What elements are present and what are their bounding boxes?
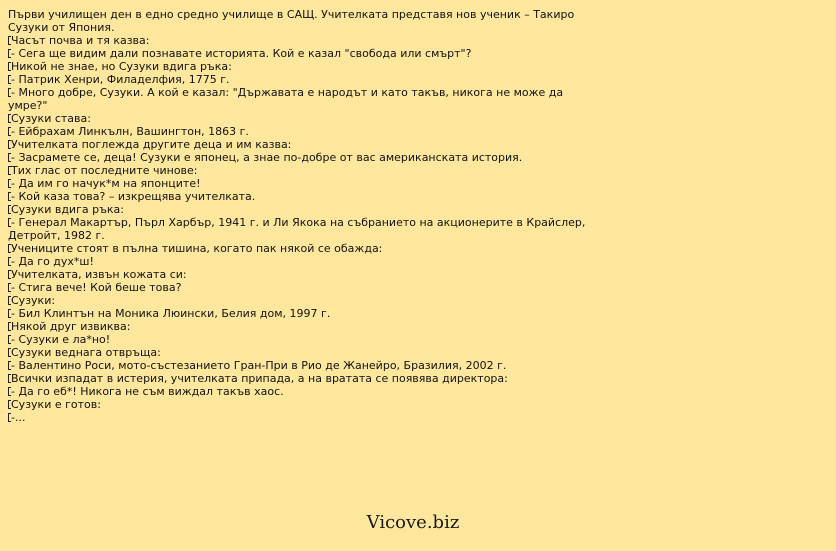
joke-line-text: Часът почва и тя казва:	[11, 34, 150, 47]
joke-line	[8, 359, 588, 372]
joke-line-text: Тих глас от последните чинове:	[11, 164, 198, 177]
joke-line	[8, 151, 588, 164]
joke-line-text: Сузуки става:	[11, 112, 91, 125]
joke-line-text: - Стига вече! Кой беше това?	[11, 281, 182, 294]
joke-line-text: Всички изпадат в истерия, учителката припада, а на вратата се появява директора:	[11, 372, 508, 385]
joke-text	[8, 8, 588, 424]
joke-line-text: -...	[11, 411, 26, 424]
site-watermark: Vicove.biz	[366, 512, 460, 533]
joke-line	[8, 385, 588, 398]
joke-line	[8, 372, 588, 385]
joke-line-text: - Бил Клинтън на Моника Люински, Белия дом, 1997 г.	[11, 307, 331, 320]
joke-line-text: Учителката поглежда другите деца и им казва:	[11, 138, 292, 151]
joke-line-text: Сузуки веднага отвръща:	[11, 346, 161, 359]
joke-line	[8, 398, 588, 411]
joke-line-text: Някой друг извиква:	[11, 320, 131, 333]
joke-line	[8, 346, 588, 359]
joke-line	[8, 320, 588, 333]
joke-line-text: - Да им го начук*м на японците!	[11, 177, 201, 190]
joke-line	[8, 190, 588, 203]
joke-line	[8, 112, 588, 125]
joke-line	[8, 34, 588, 47]
joke-line	[8, 8, 588, 34]
joke-line-text: Сузуки:	[11, 294, 56, 307]
joke-line	[8, 86, 588, 112]
joke-line	[8, 138, 588, 151]
joke-line-text: - Много добре, Сузуки. А кой е казал: "Държавата е народът и като такъв, никога не може да умре?"	[8, 86, 564, 112]
joke-line-text: - Да го еб*! Никога не съм виждал такъв хаос.	[11, 385, 284, 398]
joke-line	[8, 203, 588, 216]
joke-line	[8, 73, 588, 86]
joke-line	[8, 47, 588, 60]
joke-line	[8, 177, 588, 190]
joke-line-text: - Ейбрахам Линкълн, Вашингтон, 1863 г.	[11, 125, 249, 138]
joke-line	[8, 294, 588, 307]
joke-line-text: - Генерал Макартър, Пърл Харбър, 1941 г. и Ли Якока на събранието на акционерите в Крайслер, Детройт, 1982 г.	[8, 216, 586, 242]
joke-line	[8, 242, 588, 255]
joke-line-text: - Сега ще видим дали познавате историята. Кой е казал "свобода или смърт"?	[11, 47, 472, 60]
joke-line-text: Сузуки е готов:	[11, 398, 101, 411]
joke-line	[8, 216, 588, 242]
joke-line	[8, 60, 588, 73]
joke-line	[8, 307, 588, 320]
joke-line-text: Никой не знае, но Сузуки вдига ръка:	[11, 60, 232, 73]
joke-line-text: - Да го дух*ш!	[11, 255, 94, 268]
joke-line-text: Учениците стоят в пълна тишина, когато пак някой се обажда:	[11, 242, 383, 255]
joke-line	[8, 411, 588, 424]
joke-line	[8, 125, 588, 138]
joke-line	[8, 281, 588, 294]
joke-line-text: - Засрамете се, деца! Сузуки е японец, а знае по-добре от вас американската история.	[11, 151, 523, 164]
joke-line-text: Сузуки вдига ръка:	[11, 203, 124, 216]
joke-line	[8, 164, 588, 177]
joke-line-text: Първи училищен ден в едно средно училище в САЩ. Учителката представя нов ученик – Такиро Сузуки от Япония.	[8, 8, 575, 34]
joke-line-text: Учителката, извън кожата си:	[11, 268, 187, 281]
joke-line	[8, 333, 588, 346]
joke-line-text: - Патрик Хенри, Филаделфия, 1775 г.	[11, 73, 230, 86]
joke-line	[8, 255, 588, 268]
joke-line-text: - Кой каза това? – изкрещява учителката.	[11, 190, 256, 203]
joke-line-text: - Валентино Роси, мото-състезанието Гран-При в Рио де Жанейро, Бразилия, 2002 г.	[11, 359, 507, 372]
joke-line-text: - Сузуки е ла*но!	[11, 333, 111, 346]
joke-line	[8, 268, 588, 281]
